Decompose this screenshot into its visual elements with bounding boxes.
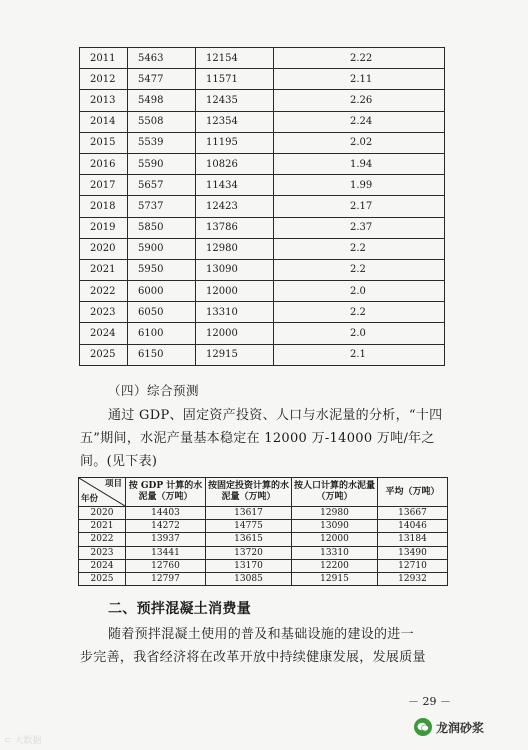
table-row [80,132,445,153]
table-cell: 2021 [79,520,126,533]
table-cell: 6150 [128,344,196,365]
column-header: 平均（万吨） [378,478,448,507]
table-row [80,69,445,90]
table-cell: 5463 [128,48,196,69]
table-cell: 2025 [80,344,128,365]
page-number: － 29 － [408,695,451,708]
table-cell: 2018 [80,196,128,217]
table-row [79,546,448,559]
table-cell: 2.2 [274,238,445,259]
table-cell: 13310 [196,302,274,323]
table-cell: 12000 [196,323,274,344]
table-cell: 5477 [128,69,196,90]
table-cell: 2.0 [274,281,445,302]
table-cell: 2012 [80,69,128,90]
table-cell: 12000 [196,281,274,302]
table-cell: 1.94 [274,153,445,174]
corner-cell [79,478,126,507]
table-cell: 2022 [79,533,126,546]
corner-label-item: 项目 [104,479,122,489]
table-cell: 2020 [80,238,128,259]
table-cell: 12932 [378,572,448,585]
table-cell: 5900 [128,238,196,259]
table-row [80,48,445,69]
table-cell: 13090 [196,259,274,280]
table-cell: 2.17 [274,196,445,217]
table-cell: 12760 [126,559,206,572]
concrete-paragraph [80,623,455,669]
table-cell: 11571 [196,69,274,90]
table-row [80,196,445,217]
table-cell: 2.2 [274,302,445,323]
table-cell: 5850 [128,217,196,238]
table-cell: 2.24 [274,111,445,132]
table-cell: 12354 [196,111,274,132]
table-cell: 12000 [292,533,378,546]
table-cell: 12980 [292,507,378,520]
table-row [80,153,445,174]
table-cell: 12980 [196,238,274,259]
table-cell: 2024 [80,323,128,344]
table-cell: 6050 [128,302,196,323]
table-row [80,344,445,365]
table-cell: 13085 [206,572,292,585]
watermark-right-text: 龙润砂浆 [436,720,485,735]
forecast-summary-table [78,477,448,586]
table-row [79,559,448,572]
table-cell: 13090 [292,520,378,533]
table-cell: 2015 [80,132,128,153]
table-cell: 2025 [79,572,126,585]
table-cell: 2.37 [274,217,445,238]
section-title: 二、预拌混凝土消费量 [108,601,251,617]
table-row [79,572,448,585]
cement-data-table [79,47,445,366]
table-cell: 5737 [128,196,196,217]
table-cell: 2.11 [274,69,445,90]
table-cell: 14775 [206,520,292,533]
section-heading-forecast: （四）综合预测 [108,383,200,398]
table-cell: 13667 [378,507,448,520]
table-row [80,281,445,302]
table-cell: 2.02 [274,132,445,153]
table-row [80,302,445,323]
table-cell: 2017 [80,175,128,196]
table-cell: 2021 [80,259,128,280]
table-cell: 5508 [128,111,196,132]
table-row [80,111,445,132]
table-cell: 12200 [292,559,378,572]
table-cell: 2011 [80,48,128,69]
watermark-right [414,716,484,738]
table-cell: 14403 [126,507,206,520]
table-cell: 2023 [79,546,126,559]
paragraph-line: 五”期间，水泥产量基本稳定在 12000 万-14000 万吨/年之 [80,431,435,446]
table-cell: 13617 [206,507,292,520]
table-cell: 12423 [196,196,274,217]
table-cell: 5657 [128,175,196,196]
table-row [80,259,445,280]
table-cell: 5498 [128,90,196,111]
forecast-paragraph [80,404,452,473]
table-cell: 6100 [128,323,196,344]
column-header: 按固定投资计算的水泥量（万吨） [206,478,292,507]
table-header-row [79,478,448,507]
table-row [79,533,448,546]
table-cell: 5590 [128,153,196,174]
paragraph-line: 步完善，我省经济将在改革开放中持续健康发展，发展质量 [80,650,426,665]
table-cell: 13310 [292,546,378,559]
table-cell: 11434 [196,175,274,196]
table-row [80,323,445,344]
table-cell: 2013 [80,90,128,111]
column-header: 按人口计算的水泥量（万吨） [292,478,378,507]
table-cell: 12154 [196,48,274,69]
table-cell: 13170 [206,559,292,572]
table-row [80,217,445,238]
table-cell: 12797 [126,572,206,585]
table-cell: 1.99 [274,175,445,196]
table-cell: 5950 [128,259,196,280]
watermark-left [4,733,41,746]
column-header: 按 GDP 计算的水泥量（万吨） [126,478,206,507]
table-cell: 10826 [196,153,274,174]
paragraph-line: 随着预拌混凝土使用的普及和基础设施的建设的进一 [108,627,414,642]
table-row [79,520,448,533]
table-cell: 5539 [128,132,196,153]
table-cell: 12710 [378,559,448,572]
table-cell: 2.1 [274,344,445,365]
table-cell: 2.26 [274,90,445,111]
corner-label-year: 年份 [81,494,99,504]
table-cell: 13720 [206,546,292,559]
table-cell: 2022 [80,281,128,302]
wechat-icon [414,718,432,736]
paragraph-line: 间。(见下表) [80,454,158,469]
table-cell: 13786 [196,217,274,238]
table-cell: 13184 [378,533,448,546]
table-cell: 11195 [196,132,274,153]
watermark-left-text: 大数据 [14,736,42,746]
watermark-logo-icon: ⊂ [4,736,12,746]
table-cell: 2.22 [274,48,445,69]
paragraph-line: 通过 GDP、固定资产投资、人口与水泥量的分析，“十四 [108,408,443,423]
table-cell: 2.2 [274,259,445,280]
table-cell: 13937 [126,533,206,546]
table-cell: 2014 [80,111,128,132]
table-cell: 2020 [79,507,126,520]
table-cell: 2019 [80,217,128,238]
table-cell: 2016 [80,153,128,174]
table-cell: 12915 [196,344,274,365]
table-cell: 14272 [126,520,206,533]
table-row [79,507,448,520]
table-cell: 13490 [378,546,448,559]
table-cell: 6000 [128,281,196,302]
table-cell: 2.0 [274,323,445,344]
table-cell: 2023 [80,302,128,323]
table-row [80,175,445,196]
table-cell: 2024 [79,559,126,572]
table-cell: 12435 [196,90,274,111]
table-cell: 13615 [206,533,292,546]
table-cell: 13441 [126,546,206,559]
table-cell: 12915 [292,572,378,585]
table-row [80,238,445,259]
table-row [80,90,445,111]
table-cell: 14046 [378,520,448,533]
